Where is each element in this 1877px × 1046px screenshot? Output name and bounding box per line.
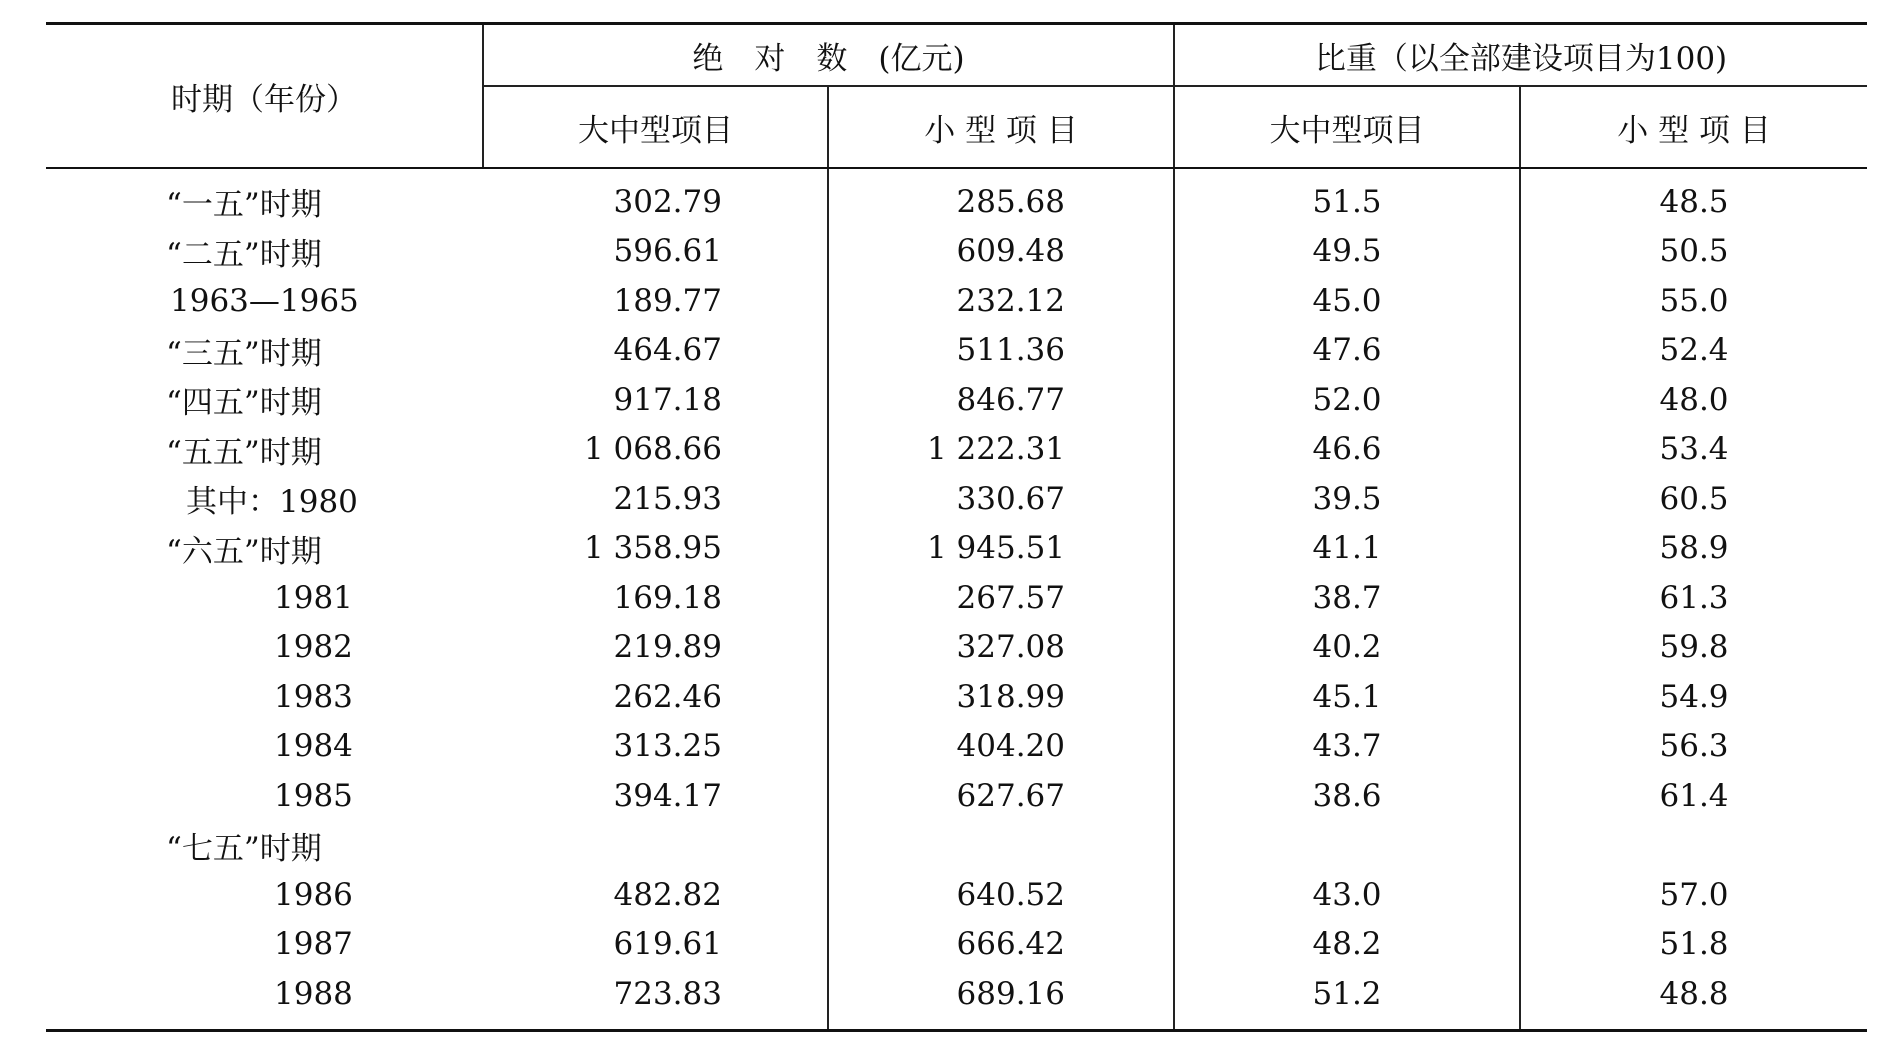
- table-row: [46, 326, 1867, 376]
- table-row: [46, 623, 1867, 673]
- large-medium-abs-cell: 302.79: [483, 168, 828, 227]
- table-row: [46, 920, 1867, 970]
- large-medium-abs-cell: 619.61: [483, 920, 828, 970]
- period-cell: “六五”时期: [166, 533, 322, 570]
- small-share-cell: 58.9: [1659, 530, 1729, 567]
- small-abs-cell: 1 222.31: [828, 425, 1174, 475]
- statistics-table-wrapper: [46, 22, 1867, 1032]
- small-abs-cell: 330.67: [828, 474, 1174, 524]
- period-column-header: 时期（年份）: [46, 24, 483, 169]
- small-abs-cell: 285.68: [828, 168, 1174, 227]
- small-abs-cell: 1 945.51: [828, 524, 1174, 574]
- table-body: [46, 168, 1867, 1030]
- period-cell: 1981: [274, 579, 353, 616]
- small-share-cell: 53.4: [1659, 431, 1729, 468]
- large-medium-abs-cell: 917.18: [483, 375, 828, 425]
- large-medium-share-cell: 39.5: [1174, 474, 1520, 524]
- small-share-cell: 54.9: [1659, 678, 1729, 715]
- small-share-cell: 56.3: [1659, 728, 1729, 765]
- large-medium-share-header: 大中型项目: [1174, 86, 1520, 168]
- large-medium-share-cell: 48.2: [1174, 920, 1520, 970]
- table-row: [46, 375, 1867, 425]
- period-cell: 1985: [274, 777, 353, 814]
- small-abs-cell: 511.36: [828, 326, 1174, 376]
- small-abs-cell: [828, 821, 1174, 871]
- large-medium-share-cell: 46.6: [1174, 425, 1520, 475]
- large-medium-abs-cell: 219.89: [483, 623, 828, 673]
- large-medium-share-cell: 38.6: [1174, 771, 1520, 821]
- small-share-cell: 57.0: [1659, 876, 1729, 913]
- period-cell: “七五”时期: [166, 830, 322, 867]
- small-abs-cell: 640.52: [828, 870, 1174, 920]
- period-cell: 1983: [274, 678, 353, 715]
- small-abs-cell: 846.77: [828, 375, 1174, 425]
- period-cell: 1986: [274, 876, 353, 913]
- large-medium-share-cell: 41.1: [1174, 524, 1520, 574]
- period-cell: “四五”时期: [166, 385, 322, 422]
- large-medium-share-cell: 43.7: [1174, 722, 1520, 772]
- small-share-cell: 48.5: [1659, 183, 1729, 220]
- large-medium-abs-cell: 189.77: [483, 276, 828, 326]
- large-medium-abs-cell: 723.83: [483, 969, 828, 1030]
- table-row: [46, 524, 1867, 574]
- table-row: [46, 227, 1867, 277]
- table-row: [46, 474, 1867, 524]
- large-medium-share-cell: 45.0: [1174, 276, 1520, 326]
- table-row: [46, 168, 1867, 227]
- large-medium-abs-header: 大中型项目: [483, 86, 828, 168]
- small-share-cell: 60.5: [1659, 480, 1729, 517]
- large-medium-share-cell: 52.0: [1174, 375, 1520, 425]
- large-medium-abs-cell: 1 358.95: [483, 524, 828, 574]
- period-cell: 1963—1965: [170, 282, 359, 319]
- small-share-cell: 55.0: [1659, 282, 1729, 319]
- large-medium-share-cell: 40.2: [1174, 623, 1520, 673]
- small-abs-cell: 689.16: [828, 969, 1174, 1030]
- large-medium-abs-cell: 596.61: [483, 227, 828, 277]
- large-medium-abs-cell: 313.25: [483, 722, 828, 772]
- large-medium-share-cell: 38.7: [1174, 573, 1520, 623]
- small-abs-cell: 232.12: [828, 276, 1174, 326]
- table-row: [46, 722, 1867, 772]
- period-cell: “五五”时期: [166, 434, 322, 471]
- period-cell: 1987: [274, 926, 353, 963]
- small-abs-cell: 404.20: [828, 722, 1174, 772]
- table-row: [46, 276, 1867, 326]
- small-share-header: 小 型 项 目: [1520, 86, 1867, 168]
- small-abs-cell: 609.48: [828, 227, 1174, 277]
- large-medium-abs-cell: 169.18: [483, 573, 828, 623]
- large-medium-share-cell: 43.0: [1174, 870, 1520, 920]
- large-medium-share-cell: 47.6: [1174, 326, 1520, 376]
- large-medium-share-cell: 51.5: [1174, 168, 1520, 227]
- large-medium-abs-cell: 482.82: [483, 870, 828, 920]
- investment-statistics-table: [46, 22, 1867, 1032]
- table-row: [46, 573, 1867, 623]
- period-cell: 1988: [274, 975, 353, 1012]
- small-abs-header: 小 型 项 目: [828, 86, 1174, 168]
- small-share-cell: 48.0: [1659, 381, 1729, 418]
- small-share-cell: 59.8: [1659, 629, 1729, 666]
- period-cell: “三五”时期: [166, 335, 322, 372]
- period-cell: “一五”时期: [166, 187, 322, 224]
- share-group-header: 比重（以全部建设项目为100): [1174, 24, 1867, 87]
- large-medium-share-cell: 51.2: [1174, 969, 1520, 1030]
- table-row: [46, 870, 1867, 920]
- small-abs-cell: 267.57: [828, 573, 1174, 623]
- large-medium-abs-cell: 262.46: [483, 672, 828, 722]
- large-medium-share-cell: 45.1: [1174, 672, 1520, 722]
- table-row: [46, 425, 1867, 475]
- table-row: [46, 672, 1867, 722]
- table-row: [46, 821, 1867, 871]
- period-cell: 其中：1980: [186, 484, 358, 521]
- small-abs-cell: 318.99: [828, 672, 1174, 722]
- small-abs-cell: 627.67: [828, 771, 1174, 821]
- small-share-cell: 51.8: [1659, 926, 1729, 963]
- large-medium-abs-cell: 464.67: [483, 326, 828, 376]
- large-medium-abs-cell: 394.17: [483, 771, 828, 821]
- period-cell: 1982: [274, 629, 353, 666]
- small-share-cell: 52.4: [1659, 332, 1729, 369]
- small-share-cell: 61.4: [1659, 777, 1729, 814]
- table-row: [46, 771, 1867, 821]
- period-cell: “二五”时期: [166, 236, 322, 273]
- large-medium-share-cell: 49.5: [1174, 227, 1520, 277]
- period-cell: 1984: [274, 728, 353, 765]
- small-share-cell: [1520, 821, 1867, 871]
- small-abs-cell: 327.08: [828, 623, 1174, 673]
- table-header: [46, 24, 1867, 169]
- large-medium-share-cell: [1174, 821, 1520, 871]
- large-medium-abs-cell: 215.93: [483, 474, 828, 524]
- large-medium-abs-cell: [483, 821, 828, 871]
- small-share-cell: 48.8: [1520, 969, 1867, 1030]
- small-share-cell: 50.5: [1659, 233, 1729, 270]
- absolute-amount-group-header: 绝 对 数 (亿元): [483, 24, 1174, 87]
- small-share-cell: 61.3: [1659, 579, 1729, 616]
- large-medium-abs-cell: 1 068.66: [483, 425, 828, 475]
- table-row: [46, 969, 1867, 1030]
- small-abs-cell: 666.42: [828, 920, 1174, 970]
